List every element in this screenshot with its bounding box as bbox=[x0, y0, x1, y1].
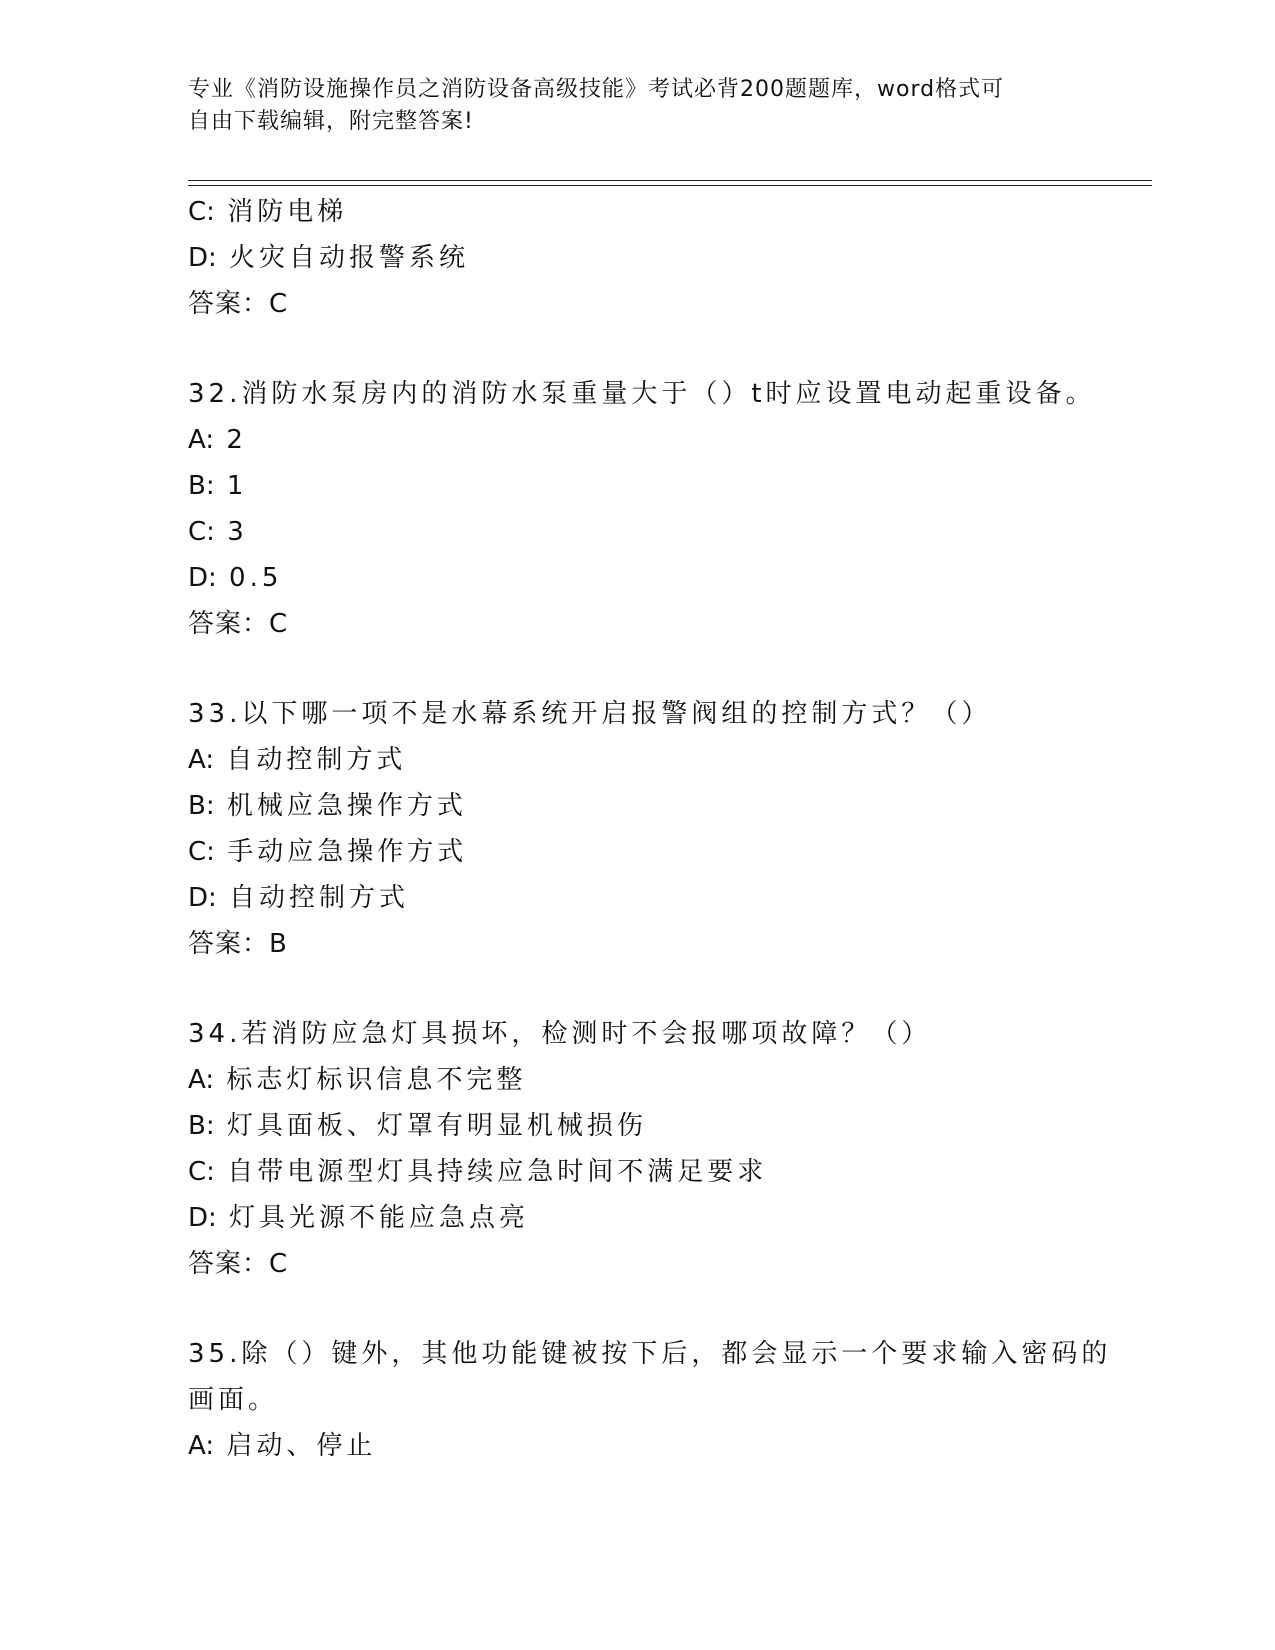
question-block bbox=[188, 1331, 1152, 1469]
option-text: 标志灯标识信息不完整 bbox=[226, 1065, 527, 1095]
option-text: 0.5 bbox=[229, 563, 283, 593]
header-rule-top bbox=[188, 180, 1152, 181]
option-row bbox=[188, 1149, 1152, 1195]
option-text: 机械应急操作方式 bbox=[226, 791, 467, 821]
header-line-1: 专业《消防设施操作员之消防设备高级技能》考试必背200题题库，word格式可 bbox=[188, 77, 1005, 102]
option-row bbox=[188, 737, 1152, 783]
option-text: 自动控制方式 bbox=[226, 745, 407, 775]
option-letter: D: bbox=[188, 243, 217, 273]
option-row bbox=[188, 829, 1152, 875]
option-row bbox=[188, 875, 1152, 921]
answer-line: 答案：C bbox=[188, 289, 289, 319]
option-text: 灯具面板、灯罩有明显机械损伤 bbox=[226, 1111, 647, 1141]
answer-line: 答案：C bbox=[188, 609, 289, 639]
option-text: 2 bbox=[226, 425, 247, 455]
option-text: 火灾自动报警系统 bbox=[229, 243, 470, 273]
option-row bbox=[188, 189, 1152, 235]
option-letter: C: bbox=[188, 517, 215, 547]
option-row bbox=[188, 555, 1152, 601]
block-spacer bbox=[188, 647, 1152, 691]
option-text: 1 bbox=[226, 471, 248, 501]
option-letter: B: bbox=[188, 1111, 215, 1141]
option-row bbox=[188, 509, 1152, 555]
answer-line: 答案：B bbox=[188, 929, 288, 959]
option-letter: D: bbox=[188, 1203, 217, 1233]
question-stem-line-2: 画面。 bbox=[188, 1385, 279, 1415]
question-block bbox=[188, 1011, 1152, 1287]
question-block bbox=[188, 691, 1152, 967]
option-row bbox=[188, 783, 1152, 829]
question-stem: 32.消防水泵房内的消防水泵重量大于（）t时应设置电动起重设备。 bbox=[188, 379, 1096, 409]
question-list bbox=[188, 189, 1152, 1469]
option-row bbox=[188, 1195, 1152, 1241]
option-letter: A: bbox=[188, 745, 215, 775]
option-text: 消防电梯 bbox=[227, 197, 348, 227]
option-letter: D: bbox=[188, 883, 217, 913]
option-text: 灯具光源不能应急点亮 bbox=[229, 1203, 530, 1233]
option-letter: A: bbox=[188, 1065, 215, 1095]
option-letter: D: bbox=[188, 563, 217, 593]
option-text: 自带电源型灯具持续应急时间不满足要求 bbox=[227, 1157, 768, 1187]
option-row bbox=[188, 417, 1152, 463]
option-text: 3 bbox=[227, 517, 248, 547]
option-row bbox=[188, 1423, 1152, 1469]
document-header bbox=[188, 74, 1088, 138]
option-row bbox=[188, 1057, 1152, 1103]
question-block bbox=[188, 189, 1152, 327]
header-rule-bottom bbox=[188, 185, 1152, 186]
block-spacer bbox=[188, 327, 1152, 371]
question-stem: 34.若消防应急灯具损坏，检测时不会报哪项故障？（） bbox=[188, 1019, 932, 1049]
option-letter: B: bbox=[188, 791, 215, 821]
question-block bbox=[188, 371, 1152, 647]
block-spacer bbox=[188, 1287, 1152, 1331]
option-letter: C: bbox=[188, 837, 215, 867]
question-stem: 33.以下哪一项不是水幕系统开启报警阀组的控制方式？（） bbox=[188, 699, 992, 729]
option-letter: C: bbox=[188, 197, 215, 227]
answer-line: 答案：C bbox=[188, 1249, 289, 1279]
option-row bbox=[188, 1103, 1152, 1149]
option-text: 启动、停止 bbox=[226, 1431, 377, 1461]
option-row bbox=[188, 463, 1152, 509]
option-letter: A: bbox=[188, 425, 215, 455]
option-text: 自动控制方式 bbox=[229, 883, 410, 913]
header-line-2: 自由下载编辑，附完整答案! bbox=[188, 109, 474, 134]
option-letter: A: bbox=[188, 1431, 215, 1461]
option-letter: C: bbox=[188, 1157, 215, 1187]
option-text: 手动应急操作方式 bbox=[227, 837, 468, 867]
question-stem-line-1: 35.除（）键外，其他功能键被按下后，都会显示一个要求输入密码的 bbox=[188, 1339, 1112, 1369]
option-letter: B: bbox=[188, 471, 215, 501]
option-row bbox=[188, 235, 1152, 281]
block-spacer bbox=[188, 967, 1152, 1011]
